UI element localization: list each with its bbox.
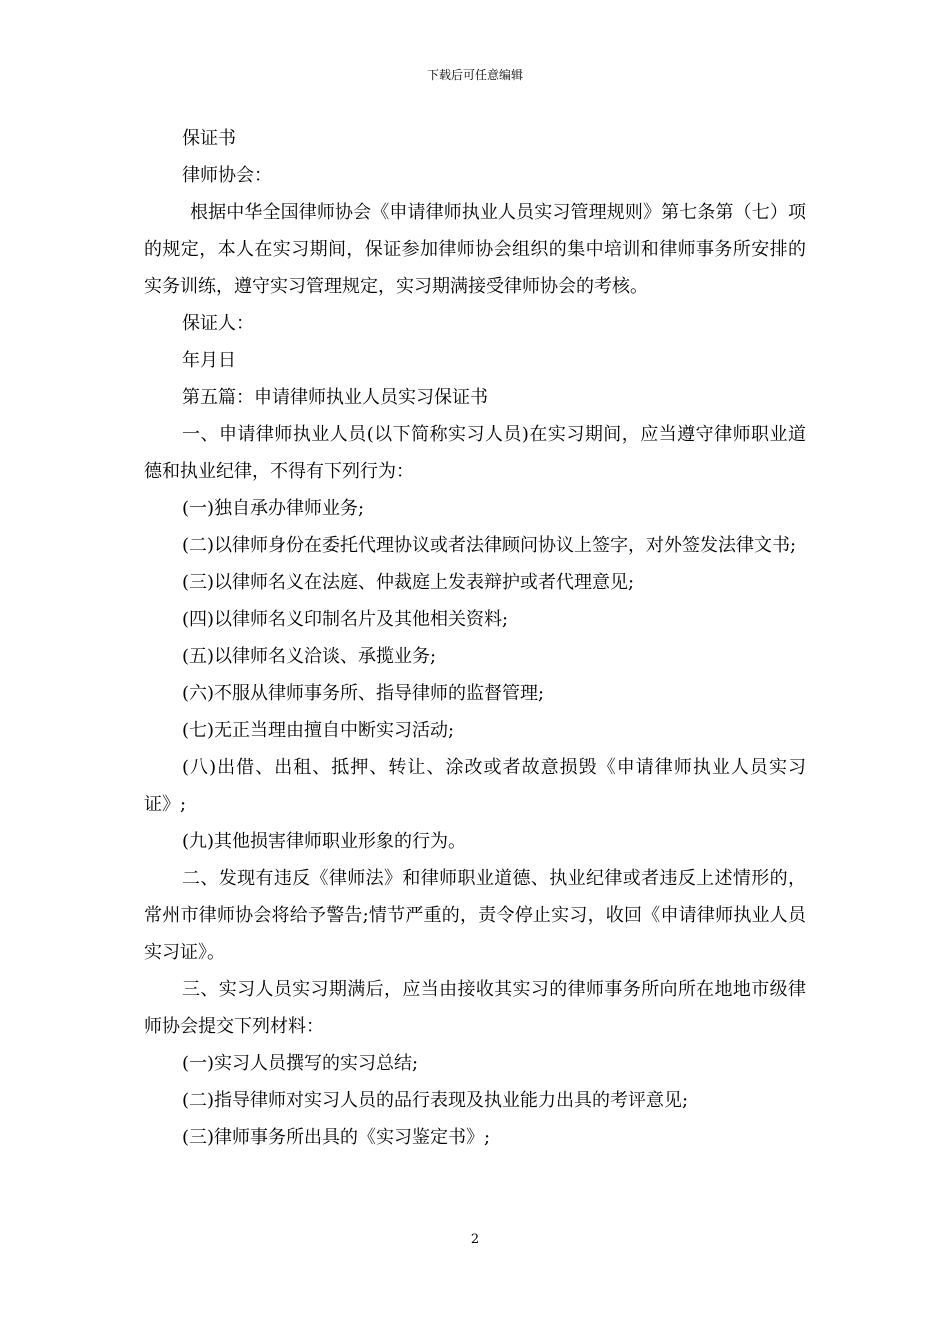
paragraph: 一、申请律师执业人员(以下简称实习人员)在实习期间，应当遵守律师职业道德和执业纪律，不得有下列行为： (144, 424, 806, 482)
section-heading: 第五篇：申请律师执业人员实习保证书 (182, 387, 488, 408)
list-item: (五)以律师名义洽谈、承揽业务; (182, 646, 437, 667)
salutation: 律师协会： (182, 165, 272, 186)
list-item: (三)以律师名义在法庭、仲裁庭上发表辩护或者代理意见; (182, 572, 635, 593)
paragraph: 二、发现有违反《律师法》和律师职业道德、执业纪律或者违反上述情形的，常州市律师协会将给予警告;情节严重的，责令停止实习，收回《申请律师执业人员实习证》。 (144, 868, 806, 963)
list-item: (七)无正当理由擅自中断实习活动; (182, 720, 455, 741)
list-item: (二)指导律师对实习人员的品行表现及执业能力出具的考评意见; (182, 1090, 689, 1111)
guarantor-line: 保证人： (182, 313, 254, 334)
document-body (144, 120, 806, 1156)
page-number: 2 (470, 1232, 480, 1247)
list-item: (六)不服从律师事务所、指导律师的监督管理; (182, 683, 545, 704)
page-header: 下载后可任意编辑 (426, 68, 523, 82)
list-item: (二)以律师身份在委托代理协议或者法律顾问协议上签字，对外签发法律文书; (182, 535, 797, 556)
list-item: (一)实习人员撰写的实习总结; (182, 1053, 419, 1074)
date-line: 年月日 (182, 350, 236, 371)
list-item: (八)出借、出租、抵押、转让、涂改或者故意损毁《申请律师执业人员实习证》; (144, 757, 806, 815)
list-item: (三)律师事务所出具的《实习鉴定书》; (182, 1127, 491, 1148)
list-item: (一)独自承办律师业务; (182, 498, 365, 519)
paragraph: 根据中华全国律师协会《申请律师执业人员实习管理规则》第七条第（七）项的规定，本人在实习期间，保证参加律师协会组织的集中培训和律师事务所安排的实务训练，遵守实习管理规定，实习期满接受律师协会的考核。 (144, 202, 806, 297)
list-item: (九)其他损害律师职业形象的行为。 (182, 831, 467, 852)
doc-title: 保证书 (182, 128, 236, 149)
paragraph: 三、实习人员实习期满后，应当由接收其实习的律师事务所向所在地地市级律师协会提交下列材料： (144, 979, 806, 1037)
list-item: (四)以律师名义印制名片及其他相关资料; (182, 609, 509, 630)
